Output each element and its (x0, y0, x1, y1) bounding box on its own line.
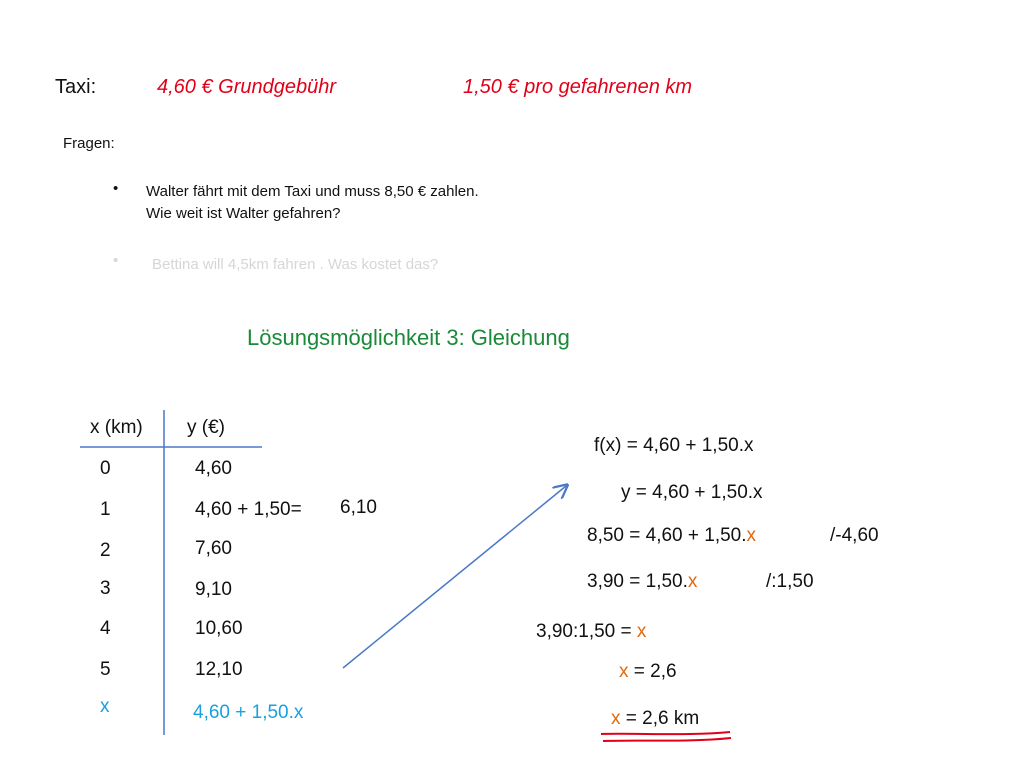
y-equation: y = 4,60 + 1,50.x (621, 482, 763, 503)
question-1-line-2: Wie weit ist Walter gefahren? (146, 205, 341, 222)
page-title: Lösungsmöglichkeit 3: Gleichung (247, 325, 570, 350)
table-cell-y: 4,60 (195, 458, 232, 479)
table-cell-y: 7,60 (195, 538, 232, 559)
question-2: Bettina will 4,5km fahren . Was kostet das? (152, 256, 439, 273)
equation-step-1-operation: /-4,60 (830, 525, 879, 546)
question-1-line-1: Walter fährt mit dem Taxi und muss 8,50 € zahlen. (146, 183, 479, 200)
arrow-icon (343, 486, 566, 668)
table-cell-y: 4,60 + 1,50= (195, 499, 302, 520)
table-cell-x: 1 (100, 499, 111, 520)
bullet-icon: • (113, 180, 119, 197)
table-cell-y: 4,60 + 1,50.x (193, 702, 304, 723)
equation-step-1: 8,50 = 4,60 + 1,50.x (587, 525, 757, 546)
function-equation: f(x) = 4,60 + 1,50.x (594, 435, 754, 456)
answer-underline (601, 732, 730, 734)
column-header-x: x (km) (90, 417, 143, 438)
table-cell-x: 4 (100, 618, 111, 639)
column-header-y: y (€) (187, 417, 225, 438)
equation-step-2-operation: /:1,50 (766, 571, 814, 592)
table-cell-x: 5 (100, 659, 111, 680)
equation-step-2: 3,90 = 1,50.x (587, 571, 698, 592)
bullet-icon: • (113, 252, 119, 269)
equation-step-4: x = 2,6 (619, 661, 677, 682)
taxi-label: Taxi: (55, 76, 97, 98)
table-cell-x: 2 (100, 540, 111, 561)
table-cell-x: 3 (100, 578, 111, 599)
table-cell-y: 10,60 (195, 618, 243, 639)
questions-label: Fragen: (63, 135, 115, 152)
table-cell-y: 12,10 (195, 659, 243, 680)
per-km-fee: 1,50 € pro gefahrenen km (463, 76, 693, 98)
final-answer: x = 2,6 km (611, 708, 700, 729)
answer-underline (603, 738, 731, 741)
equation-step-3: 3,90:1,50 = x (536, 621, 647, 642)
table-cell-x: 0 (100, 458, 111, 479)
table-cell-x: x (100, 696, 110, 717)
base-fee: 4,60 € Grundgebühr (157, 76, 337, 98)
table-cell-result: 6,10 (340, 497, 377, 518)
table-cell-y: 9,10 (195, 579, 232, 600)
